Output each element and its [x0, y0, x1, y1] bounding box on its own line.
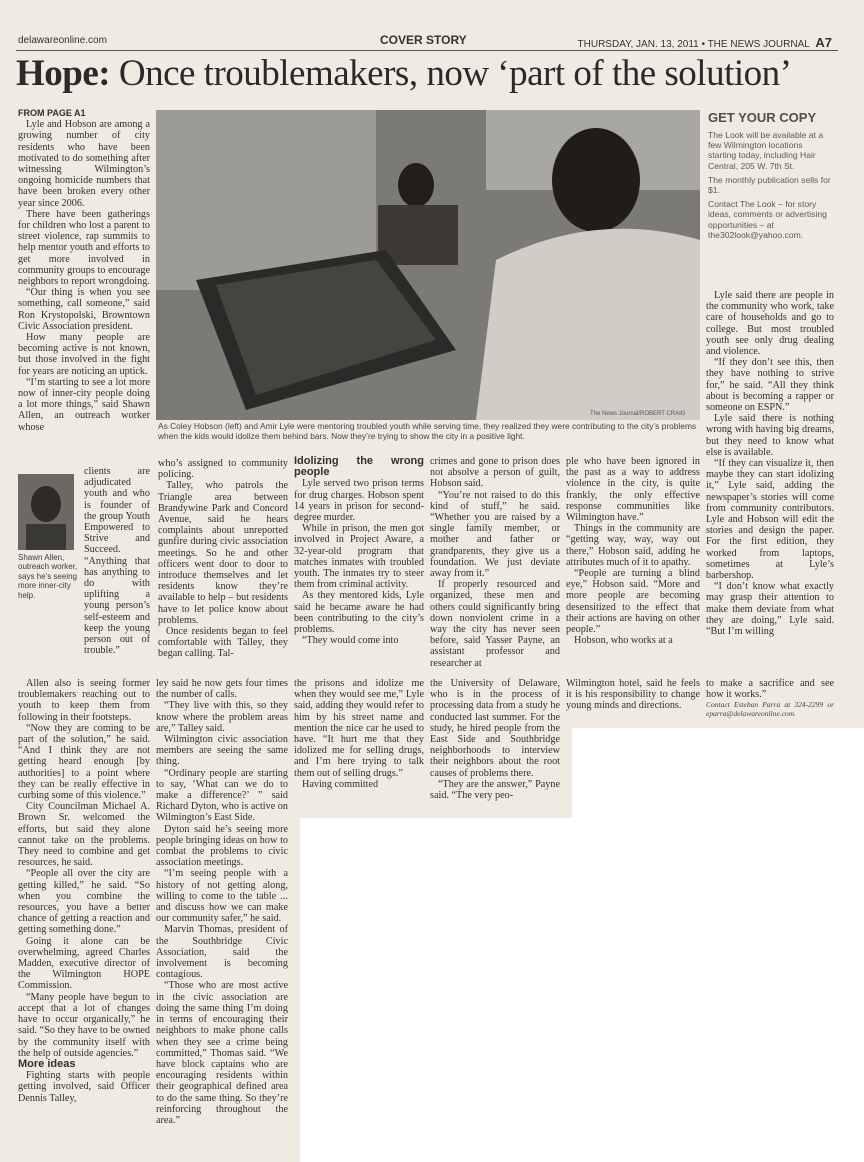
paragraph: Fighting starts with people getting involved, said Officer Dennis Talley,: [18, 1070, 150, 1104]
paragraph: clients are adjudicated youth and who is founder of the group Youth Empowered to Strive and Succeed. “Anything that has anything to do with uplifting a young person’s self-esteem and keep the young person out of trouble.”: [84, 466, 150, 657]
paragraph: “I’m starting to see a lot more now of inner-city people doing a lot more things,” said Shawn Allen, an outreach worker whose: [18, 376, 150, 433]
paragraph: Wilmington civic association members are seeing the same thing.: [156, 734, 288, 768]
paragraph: the prisons and idolize me when they would see me,” Lyle said, adding they would refer to him by his street name and mention the nice car he used to have. “It hurt me that they idolized me for selling drugs, and I’m here trying to talk them out of selling drugs.”: [294, 678, 424, 779]
blank-area-lower: [300, 818, 572, 1162]
paragraph: “Many people have begun to accept that a lot of changes have to occur organically,” he said. “So they have to be owned by the community itself with the help of outside agencies.”: [18, 991, 150, 1059]
headline: Hope: Once troublemakers, now ‘part of the solution’: [16, 53, 792, 94]
paragraph: Things in the community are “getting way, way, way out there,” Hobson said, adding he attributes much of it to apathy.: [566, 523, 700, 568]
paragraph: Allen also is seeing former troublemakers reaching out to youth to keep them from following in their footsteps.: [18, 678, 150, 723]
blank-area: [572, 728, 864, 1162]
paragraph: who’s assigned to community policing.: [158, 458, 288, 481]
paragraph: How many people are becoming active is not known, but those involved in the fight for years are noticing an uptick.: [18, 332, 150, 377]
sidebar-text: The Look will be available at a few Wilmington locations starting today, including Hair Central, 205 W. 7th St.: [708, 130, 824, 171]
paragraph: “If they don’t see this, then they have nothing to strive for,” he said. “All they think about is becoming a rapper or someone on ESPN.”: [706, 357, 834, 414]
column-2: [158, 458, 288, 660]
sidebar-title: GET YOUR COPY: [708, 110, 817, 125]
paragraph: “I don’t know what exactly may grasp their attention to make them deviate from what they are doing,” Lyle said. “But I’m willing: [706, 581, 834, 638]
column-3: [294, 456, 424, 646]
paragraph: the University of Delaware, who is in the process of processing data from a study he conducted last summer. For the study, he hired people from the East Side and Southbridge neighborhoods to interview their neighbors about the root causes of problems there.: [430, 678, 560, 779]
paragraph: “They are the answer,” Payne said. “The very peo-: [430, 778, 560, 802]
from-page-label: FROM PAGE A1: [18, 108, 86, 118]
paragraph: “They would come into: [302, 635, 399, 647]
lower-column-3: [294, 678, 424, 790]
paragraph: Lyle said there are people in the community who work, take care of households and go to college. But most troubled youth see only drug dealing and violence.: [706, 290, 834, 358]
site-url: delawareonline.com: [18, 35, 107, 46]
paragraph: Talley, who patrols the Triangle area between Brandywine Park and Concord Avenue, said he hears complaints about unreported gunfire during civic association meetings. So he and other officers went door to door to introduce themselves and let residents know they’re available to help – but residents have to let police know about problems.: [158, 480, 288, 626]
header-rule: [16, 50, 838, 51]
paragraph: Lyle served two prison terms for drug charges. Hobson spent 14 years in prison for second-degree murder.: [294, 478, 424, 524]
paragraph: Wilmington hotel, said he feels it is his responsibility to change young minds and directions.: [566, 678, 700, 712]
lower-column-2: [156, 678, 288, 1126]
paragraph: “They live with this, so they know where the problem areas are,” Talley said.: [156, 700, 288, 734]
column-1-continued: [84, 466, 150, 656]
mugshot-caption: Shawn Allen, outreach worker, says he’s seeing more inner-city help.: [18, 553, 78, 600]
paragraph: “Ordinary people are starting to say, ‘What can we do to make a difference?’ ” said Richard Dyton, who is active on Wilmington’s East Side.: [156, 767, 288, 824]
get-your-copy-box: [708, 110, 832, 244]
lower-column-4: [430, 678, 560, 801]
mugshot-photo: [18, 474, 74, 550]
photo-credit: The News Journal/ROBERT CRAIG: [590, 411, 686, 417]
paragraph: “Now they are coming to be part of the solution,” he said. “And I think they are not getting heard enough [by authorities] to a point where they can be really effective in curbing some of this violence.”: [18, 722, 150, 802]
paragraph: ple who have been ignored in the past as a way to address violence in the city, is quite frankly, the only effective response communities like Wilmington have.”: [566, 456, 700, 524]
paragraph: City Councilman Michael A. Brown Sr. welcomed the efforts, but said they alone cannot take on the problems. They need to combine and get resources, he said.: [18, 801, 150, 869]
paragraph: Lyle said there is nothing wrong with having big dreams, but they need to know what else is available.: [706, 413, 834, 458]
paragraph: “If they can visualize it, then maybe they can start idolizing it,” Lyle said, adding the newspaper’s stories will come from community contributors. Lyle and Hobson will edit the stories and design the paper. For the first edition, they worked from laptops, sometimes at Lyle’s barbershop.: [706, 458, 834, 582]
main-photo: [156, 110, 700, 420]
paragraph: “You’re not raised to do this kind of stuff,” he said. “Whether you are raised by a single family member, or mother and father or grandparents, they give us a foundation. We just deviate away from it.”: [430, 489, 560, 580]
paragraph: crimes and gone to prison does not absolve a person of guilt, Hobson said.: [430, 456, 560, 490]
column-4: [430, 456, 560, 669]
sidebar-text: Contact The Look – for story ideas, comments or advertising opportunities – at the302look@yahoo.com.: [708, 199, 827, 240]
paragraph: Lyle and Hobson are among a growing number of city residents who have been motivated to do something after witnessing Wilmington’s ongoing homicide numbers that have been broken every other year since 2006.: [18, 119, 150, 209]
paragraph: Going it alone can be overwhelming, agreed Charles Madden, executive director of the Wilmington HOPE Commission.: [18, 935, 150, 992]
subhead: Idolizing the wrong people: [294, 455, 424, 479]
paragraph: Having committed: [302, 778, 379, 790]
paragraph: Once residents began to feel comfortable with Talley, they began calling. Tal-: [158, 626, 288, 660]
paragraph: There have been gatherings for children who lost a parent to street violence, rap summits to help mentor youth and efforts to get more involved in community groups to encourage neighbors to report wrongdoing.: [18, 208, 150, 288]
column-6: [706, 290, 834, 637]
paragraph: “Our thing is when you see something, call someone,” said Ron Krystopolski, Browntown Civic Association president.: [18, 287, 150, 332]
paragraph: Marvin Thomas, president of the Southbridge Civic Association, said the involvement is becoming contagious.: [156, 924, 288, 981]
paragraph: As they mentored kids, Lyle said he became aware he had been contributing to the city’s problems.: [294, 590, 424, 636]
photo-caption: As Coley Hobson (left) and Amir Lyle were mentoring troubled youth while serving time, they realized they were contributing to the city’s problems when the kids would idolize them behind bars. Now they’re trying to show the city in a positive light.: [158, 421, 697, 441]
paragraph: “People all over the city are getting killed,” he said. “So when you combine the resources, you have a better chance of getting a reaction and getting something done.”: [18, 868, 150, 936]
contact-line: Contact Esteban Parra at 324-2299 or eparra@delawareonline.com.: [706, 700, 834, 719]
column-5: [566, 456, 700, 646]
subhead: More ideas: [18, 1057, 76, 1070]
paragraph: If properly resourced and organized, these men and others could significantly bring down nonviolent crime in a way the city has never seen before, said Yasser Payne, an assistant professor and researcher at: [430, 579, 560, 669]
date-line: THURSDAY, JAN. 13, 2011 • THE NEWS JOURNAL A7: [577, 35, 832, 50]
section-label: COVER STORY: [380, 33, 467, 47]
paragraph: ley said he now gets four times the number of calls.: [156, 678, 288, 701]
lower-column-1: [18, 678, 150, 1104]
lower-column-6: [706, 678, 834, 718]
page-number: A7: [815, 35, 832, 50]
column-1: [18, 108, 150, 433]
paragraph: to make a sacrifice and see how it works.”: [706, 678, 834, 701]
paragraph: “People are turning a blind eye,” Hobson said. “More and more people are becoming desensitized to the effect that their actions are having on other people.”: [566, 568, 700, 636]
lower-column-5: [566, 678, 700, 712]
paragraph: Dyton said he’s seeing more people bringing ideas on how to combat the problems to civic association meetings.: [156, 823, 288, 869]
sidebar-text: The monthly publication sells for $1.: [708, 174, 831, 196]
paragraph: Hobson, who works at a: [574, 635, 673, 647]
paragraph: “Those who are most active in the civic association are doing the same thing I’m doing in terms of encouraging their neighbors to make phone calls when they see a crime being committed,” Thomas said. “We have block captains who are encouraging residents within their geographical defined area to do the same thing. So they’re reinforcing throughout the area.”: [156, 980, 288, 1126]
paragraph: “I’m seeing people with a history of not getting along, willing to come to the table ... and discuss how we can make our community safer,” he said.: [156, 868, 288, 925]
paragraph: While in prison, the men got involved in Project Aware, a 32-year-old program that matches inmates with troubled youth. The inmates try to steer them from criminal activity.: [294, 523, 424, 591]
